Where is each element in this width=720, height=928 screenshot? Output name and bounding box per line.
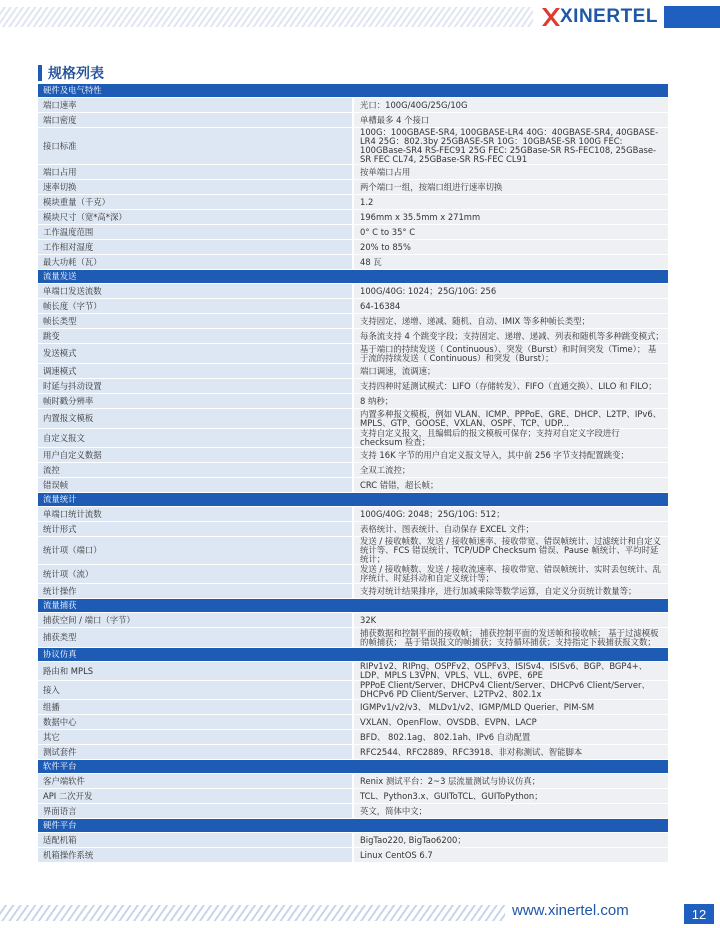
spec-row <box>38 681 668 700</box>
spec-value: 端口调速，流调速； <box>353 364 668 379</box>
spec-value: Linux CentOS 6.7 <box>353 848 668 863</box>
spec-row <box>38 98 668 113</box>
footer-url[interactable]: www.xinertel.com <box>512 902 629 919</box>
spec-value: 发送 / 接收帧数、发送 / 接收帧速率、接收带宽、错误帧统计、过滤统计和自定义统计等、FCS 错误统计、TCP/UDP Checksum 错误、Pause 帧统计、平均时延统计； <box>353 537 668 565</box>
category-row <box>38 270 668 284</box>
spec-row <box>38 180 668 195</box>
spec-value: CRC 错错，超长帧； <box>353 478 668 493</box>
spec-value: 按单端口占用 <box>353 165 668 180</box>
spec-key: 测试套件 <box>38 745 353 760</box>
spec-value: 100G/40G: 2048；25G/10G: 512； <box>353 507 668 522</box>
spec-key: 客户端软件 <box>38 774 353 789</box>
spec-key: 接入 <box>38 681 353 700</box>
spec-key: 错误帧 <box>38 478 353 493</box>
spec-value: 内置多种报文模板，例如 VLAN、ICMP、PPPoE、GRE、DHCP、L2TP、IPv6、MPLS、GTP、GOOSE、VXLAN、OSPF、TCP、UDP... <box>353 409 668 429</box>
spec-key: 统计形式 <box>38 522 353 537</box>
spec-key: 单端口发送流数 <box>38 284 353 299</box>
spec-value: 20% to 85% <box>353 240 668 255</box>
category-row <box>38 493 668 507</box>
page-title-text: 规格列表 <box>48 66 104 82</box>
spec-value: Renix 测试平台：2~3 层流量测试与协议仿真； <box>353 774 668 789</box>
spec-key: 帧长类型 <box>38 314 353 329</box>
spec-key: 单端口统计流数 <box>38 507 353 522</box>
spec-row <box>38 344 668 364</box>
category-row <box>38 760 668 774</box>
spec-key: 端口密度 <box>38 113 353 128</box>
spec-row <box>38 833 668 848</box>
spec-key: 帧时戳分辨率 <box>38 394 353 409</box>
spec-key: 其它 <box>38 730 353 745</box>
xinertel-logo-icon <box>540 6 562 28</box>
spec-value: 支持自定义报文，且编辑后的报文模板可保存；支持对自定义字段进行 checksum 检查； <box>353 429 668 448</box>
spec-value: BFD、 802.1ag、 802.1ah、IPv6 自动配置 <box>353 730 668 745</box>
spec-value: IGMPv1/v2/v3、 MLDv1/v2、IGMP/MLD Querier、PIM-SM <box>353 700 668 715</box>
spec-row <box>38 255 668 270</box>
page-number: 12 <box>684 904 714 924</box>
spec-key: 统计项（端口） <box>38 537 353 565</box>
category-row <box>38 599 668 613</box>
spec-key: 机箱操作系统 <box>38 848 353 863</box>
spec-row <box>38 240 668 255</box>
spec-row <box>38 284 668 299</box>
spec-value: RFC2544、RFC2889、RFC3918、非对称测试、智能脚本 <box>353 745 668 760</box>
spec-row <box>38 804 668 819</box>
spec-value: PPPoE Client/Server、DHCPv4 Client/Server、DHCPv6 Client/Server、DHCPv6 PD Client/Server、L2TPv2、802.1x <box>353 681 668 700</box>
spec-row <box>38 848 668 863</box>
spec-row <box>38 314 668 329</box>
spec-row <box>38 113 668 128</box>
spec-row <box>38 448 668 463</box>
spec-key: 发送模式 <box>38 344 353 364</box>
footer-stripe-bar <box>0 905 505 921</box>
spec-value: 1.2 <box>353 195 668 210</box>
spec-value: TCL、Python3.x、GUIToTCL、GUIToPython； <box>353 789 668 804</box>
spec-row <box>38 379 668 394</box>
spec-value: 表格统计、图表统计、自动保存 EXCEL 文件； <box>353 522 668 537</box>
spec-value: 捕获数据和控制平面的接收帧； 捕获控制平面的发送帧和接收帧； 基于过滤模板的帧捕获； 基于错误报文的帧捕获；支持循环捕获；支持指定下载捕获报文数； <box>353 628 668 648</box>
category-row <box>38 648 668 662</box>
spec-key: 端口速率 <box>38 98 353 113</box>
category-title: 流量统计 <box>38 493 668 507</box>
spec-value: 基于端口的持续发送（ Continuous）、突发（Burst）和时间突发（Time）； 基于流的持续发送（ Continuous）和突发（Burst）； <box>353 344 668 364</box>
spec-value: 全双工流控； <box>353 463 668 478</box>
category-title: 流量捕获 <box>38 599 668 613</box>
category-row <box>38 819 668 833</box>
spec-row <box>38 165 668 180</box>
spec-value: 支持固定、递增、递减、随机、自动、IMIX 等多种帧长类型； <box>353 314 668 329</box>
spec-value: 32K <box>353 613 668 628</box>
spec-value: 196mm x 35.5mm x 271mm <box>353 210 668 225</box>
spec-value: 0° C to 35° C <box>353 225 668 240</box>
spec-value: 两个端口一组，按端口组进行速率切换 <box>353 180 668 195</box>
spec-row <box>38 507 668 522</box>
spec-key: 模块重量（千克） <box>38 195 353 210</box>
spec-row <box>38 128 668 165</box>
spec-key: 调速模式 <box>38 364 353 379</box>
spec-row <box>38 409 668 429</box>
spec-row <box>38 745 668 760</box>
header-blue-block <box>664 6 720 28</box>
category-title: 协议仿真 <box>38 648 668 662</box>
spec-key: 速率切换 <box>38 180 353 195</box>
header-stripe-bar <box>0 7 533 27</box>
spec-key: 流控 <box>38 463 353 478</box>
spec-key: 模块尺寸（宽*高*深） <box>38 210 353 225</box>
category-title: 软件平台 <box>38 760 668 774</box>
spec-key: 接口标准 <box>38 128 353 165</box>
spec-key: 时延与抖动设置 <box>38 379 353 394</box>
spec-value: 8 纳秒； <box>353 394 668 409</box>
spec-row <box>38 394 668 409</box>
spec-row <box>38 662 668 681</box>
spec-value: 48 瓦 <box>353 255 668 270</box>
category-title: 硬件平台 <box>38 819 668 833</box>
spec-row <box>38 299 668 314</box>
spec-row <box>38 364 668 379</box>
spec-value: 单槽最多 4 个接口 <box>353 113 668 128</box>
spec-value: 发送 / 接收帧数、发送 / 接收流速率、接收带宽、错误帧统计、实时丢包统计、乱序统计、时延抖动和自定义统计等； <box>353 565 668 584</box>
spec-value: 支持四种时延测试模式：LIFO（存储转发）、FIFO（直通交换）、LILO 和 FILO； <box>353 379 668 394</box>
spec-row <box>38 613 668 628</box>
spec-key: 统计操作 <box>38 584 353 599</box>
spec-key: 帧长度（字节） <box>38 299 353 314</box>
spec-value: 64-16384 <box>353 299 668 314</box>
spec-row <box>38 537 668 565</box>
spec-row <box>38 195 668 210</box>
spec-key: 统计项（流） <box>38 565 353 584</box>
spec-row <box>38 628 668 648</box>
category-row <box>38 84 668 98</box>
spec-key: 界面语言 <box>38 804 353 819</box>
category-title: 流量发送 <box>38 270 668 284</box>
spec-value: VXLAN、OpenFlow、OVSDB、EVPN、LACP <box>353 715 668 730</box>
spec-key: 路由和 MPLS <box>38 662 353 681</box>
logo-text: XINERTEL <box>560 6 658 27</box>
spec-row <box>38 584 668 599</box>
spec-key: 内置报文模板 <box>38 409 353 429</box>
spec-row <box>38 789 668 804</box>
spec-row <box>38 210 668 225</box>
spec-key: 工作温度范围 <box>38 225 353 240</box>
spec-value: 100G：100GBASE-SR4, 100GBASE-LR4 40G：40GBASE-SR4, 40GBASE-LR4 25G：802.3by 25GBASE-SR 10G：10GBASE-SR 100G FEC: 100GBase-SR4 RS-FEC91 25G FEC: 25GBase-SR RS-FEC108, 25GBase-SR FEC CL74, 25GBase-SR RS-FEC CL91 <box>353 128 668 165</box>
spec-key: 最大功耗（瓦） <box>38 255 353 270</box>
spec-row <box>38 225 668 240</box>
spec-row <box>38 463 668 478</box>
spec-key: 数据中心 <box>38 715 353 730</box>
spec-key: API 二次开发 <box>38 789 353 804</box>
spec-row <box>38 329 668 344</box>
spec-key: 用户自定义数据 <box>38 448 353 463</box>
spec-key: 端口占用 <box>38 165 353 180</box>
spec-value: 100G/40G: 1024；25G/10G: 256 <box>353 284 668 299</box>
spec-table <box>38 84 668 863</box>
spec-row <box>38 700 668 715</box>
spec-value: 光口：100G/40G/25G/10G <box>353 98 668 113</box>
page-title <box>38 64 104 82</box>
spec-value: 支持对统计结果排序，进行加减乘除等数学运算，自定义分页统计数量等； <box>353 584 668 599</box>
spec-key: 捕获类型 <box>38 628 353 648</box>
spec-value: BigTao220, BigTao6200； <box>353 833 668 848</box>
spec-key: 跳变 <box>38 329 353 344</box>
spec-value: 支持 16K 字节的用户自定义报文导入，其中前 256 字节支持配置跳变； <box>353 448 668 463</box>
spec-row <box>38 730 668 745</box>
spec-row <box>38 429 668 448</box>
spec-row <box>38 478 668 493</box>
spec-value: RIPv1v2、RIPng、OSPFv2、OSPFv3、ISISv4、ISISv6、BGP、BGP4+、LDP、MPLS L3VPN、VPLS、VLL、6VPE、6PE <box>353 662 668 681</box>
category-title: 硬件及电气特性 <box>38 84 668 98</box>
title-accent-bar <box>38 65 42 81</box>
spec-key: 捕获空间 / 端口（字节） <box>38 613 353 628</box>
spec-row <box>38 522 668 537</box>
spec-key: 组播 <box>38 700 353 715</box>
brand-logo <box>540 5 658 29</box>
spec-key: 自定义报文 <box>38 429 353 448</box>
spec-value: 每条流支持 4 个跳变字段；支持固定、递增、递减、列表和随机等多种跳变模式； <box>353 329 668 344</box>
spec-row <box>38 715 668 730</box>
spec-key: 工作相对湿度 <box>38 240 353 255</box>
spec-value: 英文，简体中文； <box>353 804 668 819</box>
spec-row <box>38 565 668 584</box>
spec-row <box>38 774 668 789</box>
spec-key: 适配机箱 <box>38 833 353 848</box>
